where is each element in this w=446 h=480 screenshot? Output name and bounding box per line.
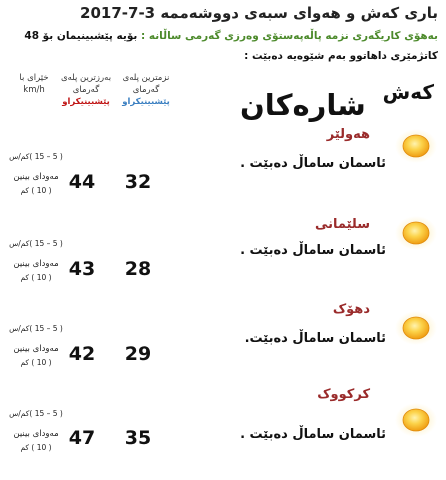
visibility-label: مەودای بینین: [13, 344, 59, 354]
wind-header-unit: km/h: [23, 85, 45, 95]
min-temp-header-line1: نزمترین پلەی: [122, 73, 170, 83]
city-name: دهۆک: [332, 302, 370, 317]
visibility-label: مەودای بینین: [13, 172, 59, 182]
max-temp-header-line2: گەرمای: [72, 85, 100, 95]
wind-speed: ( 5 – 15 )کم/س: [9, 409, 63, 418]
min-temp: 29: [124, 343, 152, 365]
sun-icon: [394, 215, 438, 251]
city-name: هەولێر: [326, 127, 370, 142]
cities-column-label: شارەکان: [240, 88, 366, 122]
visibility-value: ( 10 ) کم: [20, 186, 52, 195]
wind-header: [4, 72, 64, 96]
weather-description: ئاسمان ساماڵ دەبێت .: [240, 243, 386, 258]
city-name: کرکووک: [317, 387, 370, 402]
wind-speed: ( 5 – 15 )کم/س: [9, 239, 63, 248]
city-name: سلێمانی: [314, 217, 370, 232]
weather-description: ئاسمان ساماڵ دەبێت.: [244, 331, 386, 346]
max-temp-header-line1: بەرزترین پلەی: [60, 73, 112, 83]
max-temp-header: [56, 72, 116, 108]
min-temp-header-line2: گەرمای: [132, 85, 160, 95]
sun-icon: [394, 310, 438, 346]
weather-column-label: کەش: [382, 80, 434, 104]
max-temp: 43: [68, 258, 96, 280]
min-temp: 32: [124, 171, 152, 193]
max-temp: 42: [68, 343, 96, 365]
visibility-label: مەودای بینین: [13, 259, 59, 269]
max-temp: 44: [68, 171, 96, 193]
min-temp: 28: [124, 258, 152, 280]
weather-description: ئاسمان ساماڵ دەبێت .: [240, 427, 386, 442]
max-temp: 47: [68, 427, 96, 449]
page-title: باری کەش و هەوای سبەی دووشەممە 3-7-2017: [80, 4, 438, 22]
wind-speed: ( 5 – 15 )کم/س: [9, 324, 63, 333]
wind-info: [6, 150, 66, 197]
visibility-label: مەودای بینین: [13, 429, 59, 439]
sun-icon: [394, 402, 438, 438]
subtitle-reason: بەهۆی کاریگەری نزمە پاڵەپەستۆی وەرزی گەرمی ساڵانە :: [141, 30, 438, 42]
weather-description: ئاسمان ساماڵ دەبێت .: [240, 156, 386, 171]
min-temp-caption: پێشبینیکراو: [122, 97, 170, 107]
wind-header-line1: خێرای با: [19, 73, 49, 83]
subtitle-note: کاتژمێری داهاتوو بەم شێوەیە دەبێت :: [244, 50, 438, 62]
subtitle: [24, 30, 438, 42]
max-temp-caption: پێشبینیکراو: [62, 97, 110, 107]
visibility-value: ( 10 ) کم: [20, 358, 52, 367]
sun-icon: [394, 128, 438, 164]
subtitle-forecast: بۆیە پێشبینیمان بۆ 48: [24, 30, 138, 42]
wind-info: [6, 237, 66, 284]
min-temp: 35: [124, 427, 152, 449]
visibility-value: ( 10 ) کم: [20, 273, 52, 282]
min-temp-header: [116, 72, 176, 108]
wind-info: [6, 322, 66, 369]
wind-info: [6, 407, 66, 454]
visibility-value: ( 10 ) کم: [20, 443, 52, 452]
wind-speed: ( 5 – 15 )کم/س: [9, 152, 63, 161]
